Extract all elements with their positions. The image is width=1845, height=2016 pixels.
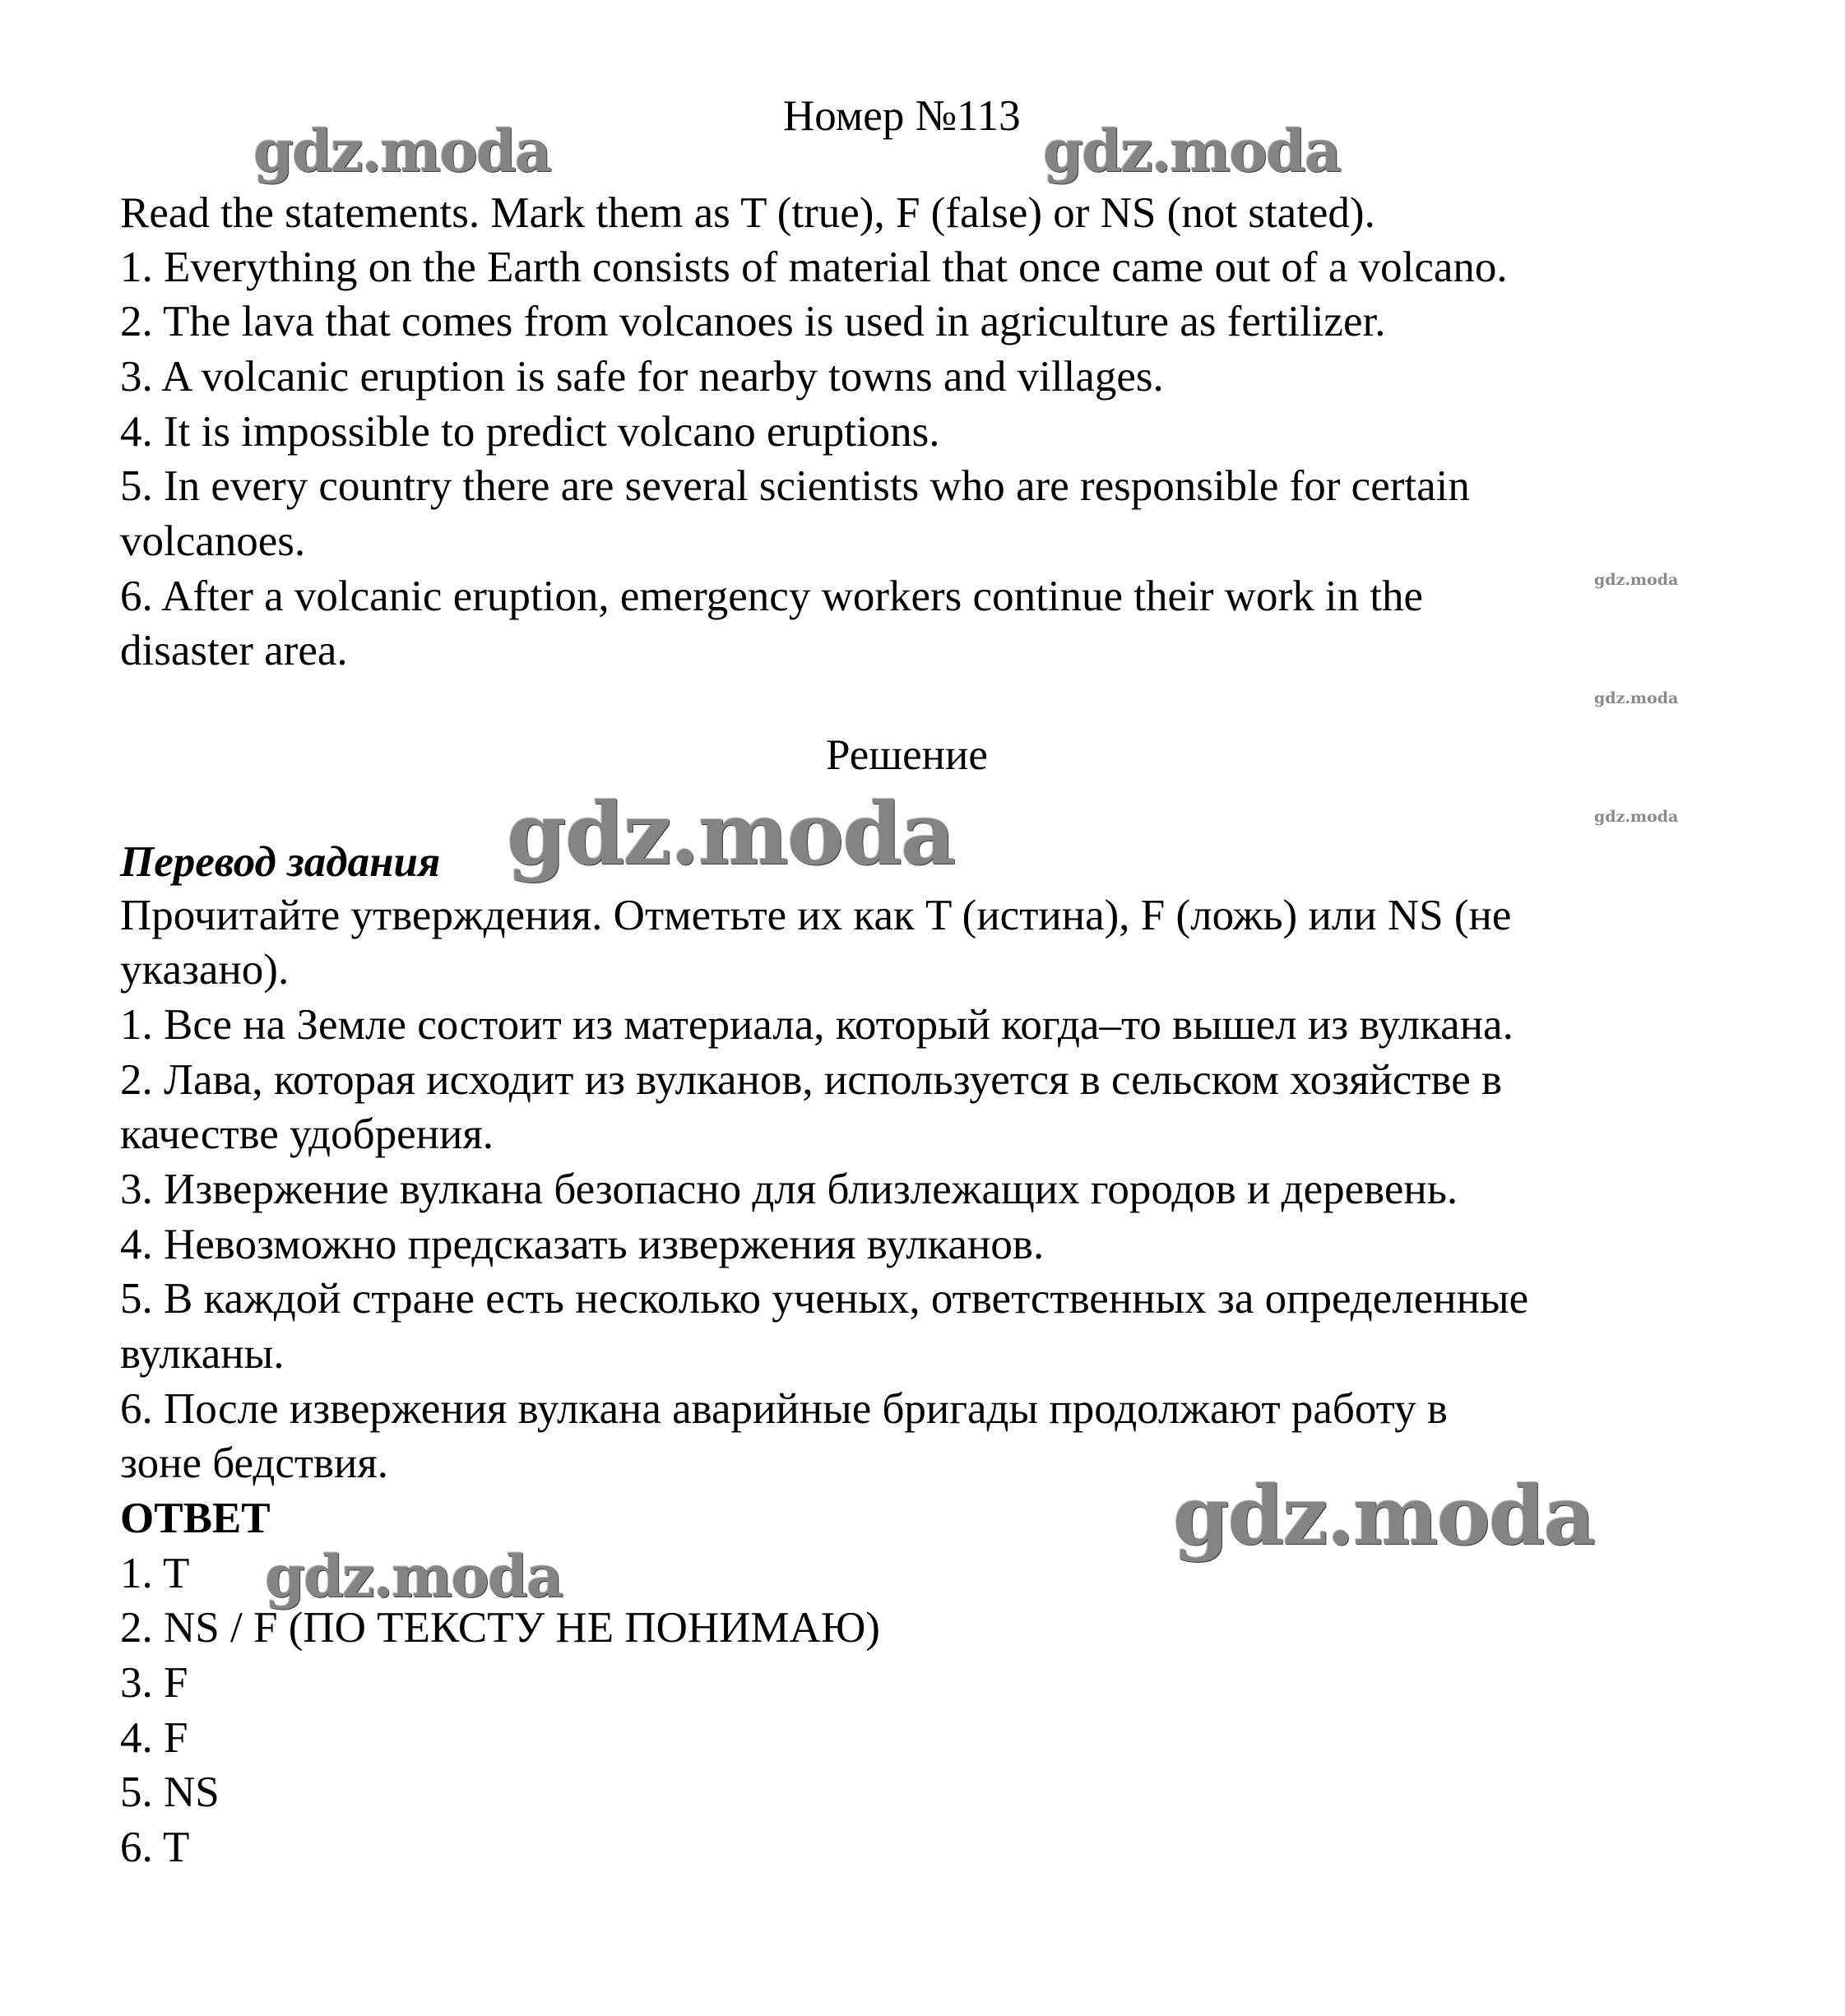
translation-line: вулканы. xyxy=(120,1330,285,1378)
translation-line: 6. После извержения вулкана аварийные бригады продолжают работу в xyxy=(120,1385,1448,1433)
translation-line: зоне бедствия. xyxy=(120,1439,389,1487)
translation-line: указано). xyxy=(120,946,290,994)
solution-title: Решение xyxy=(826,731,988,779)
watermark-small: gdz.moda xyxy=(1594,689,1679,707)
watermark: gdz.moda xyxy=(253,117,551,185)
watermark-small: gdz.moda xyxy=(1594,808,1679,826)
translation-line: качестве удобрения. xyxy=(120,1110,494,1158)
task-line: volcanoes. xyxy=(120,517,306,565)
task-line: 6. After a volcanic eruption, emergency workers continue their work in the xyxy=(120,572,1424,620)
translation-line: 5. В каждой стране есть несколько ученых, ответственных за определенные xyxy=(120,1275,1529,1323)
task-line: disaster area. xyxy=(120,627,348,674)
task-line: 4. It is impossible to predict volcano eruptions. xyxy=(120,408,940,456)
translation-line: 4. Невозможно предсказать извержения вулканов. xyxy=(120,1221,1045,1268)
watermark-small: gdz.moda xyxy=(1594,571,1679,589)
answer-item: 2. NS / F (ПО ТЕКСТУ НЕ ПОНИМАЮ) xyxy=(120,1604,880,1652)
task-line: 3. A volcanic eruption is safe for nearby towns and villages. xyxy=(120,353,1164,401)
answer-item: 5. NS xyxy=(120,1768,220,1816)
task-line: 1. Everything on the Earth consists of material that once came out of a volcano. xyxy=(120,243,1508,291)
answer-item: 4. F xyxy=(120,1714,188,1762)
translation-line: 3. Извержение вулкана безопасно для близлежащих городов и деревень. xyxy=(120,1166,1458,1213)
task-instruction: Read the statements. Mark them as T (true), F (false) or NS (not stated). xyxy=(120,189,1375,237)
answer-item: 1. T xyxy=(120,1550,190,1597)
answer-heading: ОТВЕТ xyxy=(120,1495,271,1542)
watermark: gdz.moda xyxy=(1043,117,1341,185)
watermark: gdz.moda xyxy=(507,783,955,884)
answer-item: 3. F xyxy=(120,1659,188,1707)
translation-heading: Перевод задания xyxy=(120,838,441,886)
task-line: 5. In every country there are several scientists who are responsible for certain xyxy=(120,462,1470,510)
page-title: Номер №113 xyxy=(783,92,1021,140)
watermark: gdz.moda xyxy=(265,1542,563,1610)
answer-item: 6. T xyxy=(120,1824,190,1871)
translation-line: 1. Все на Земле состоит из материала, который когда–то вышел из вулкана. xyxy=(120,1001,1514,1049)
translation-line: 2. Лава, которая исходит из вулканов, используется в сельском хозяйстве в xyxy=(120,1056,1503,1104)
task-line: 2. The lava that comes from volcanoes is used in agriculture as fertilizer. xyxy=(120,298,1386,345)
translation-line: Прочитайте утверждения. Отметьте их как T (истина), F (ложь) или NS (не xyxy=(120,892,1512,939)
watermark: gdz.moda xyxy=(1173,1469,1594,1564)
